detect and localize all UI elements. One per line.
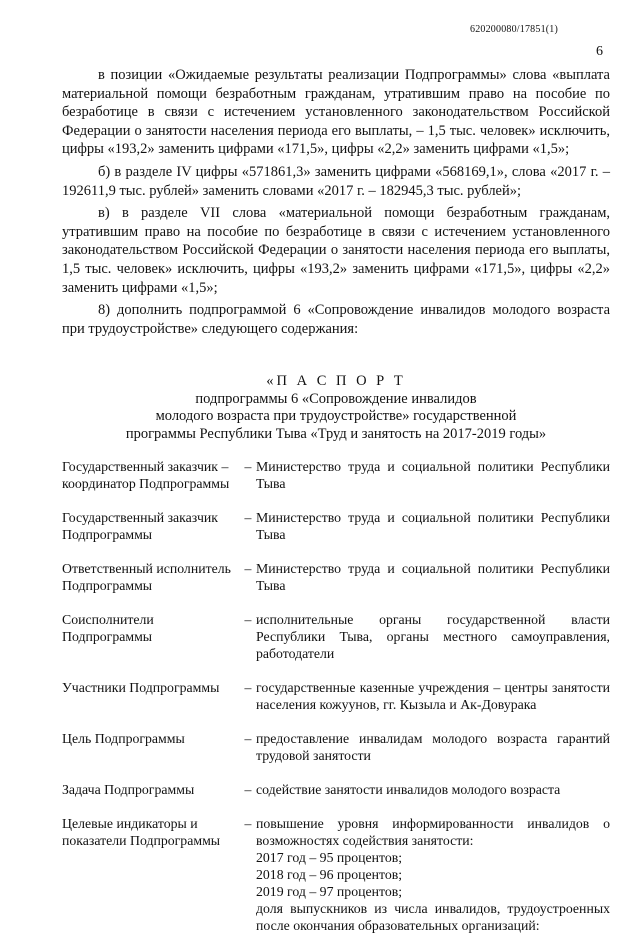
row-dash: – xyxy=(244,510,252,525)
row-dash: – xyxy=(244,816,252,831)
paragraph-section-iv: б) в разделе IV цифры «571861,3» заменить цифрами «568169,1», слова «2017 г. – 192611,9 тыс. рублей» заменить словами «2017 г. – 182945,3 тыс. рублей»; xyxy=(62,163,610,199)
table-row xyxy=(62,781,610,815)
passport-subtitle-line: молодого возраста при трудоустройстве» государственной xyxy=(155,408,517,424)
page-number: 6 xyxy=(596,44,603,59)
table-row xyxy=(62,509,610,560)
passport-subtitle-line: подпрограммы 6 «Сопровождение инвалидов xyxy=(195,390,477,407)
table-row xyxy=(62,560,610,611)
row-dash: – xyxy=(244,782,252,797)
row-label: Задача Подпрограммы xyxy=(62,782,195,797)
passport-heading: «П А С П О Р Т xyxy=(266,373,406,389)
row-value: содействие занятости инвалидов молодого возраста xyxy=(256,782,561,797)
row-label: Государственный заказчик Подпрограммы xyxy=(62,510,218,542)
row-dash: – xyxy=(244,561,252,576)
row-label: Государственный заказчик – координатор Подпрограммы xyxy=(62,459,230,491)
passport-title-block xyxy=(62,373,610,443)
row-value: исполнительные органы государственной власти Республики Тыва, органы местного самоуправления, работодатели xyxy=(256,612,610,661)
document-code: 620200080/17851(1) xyxy=(470,24,559,35)
row-value-multiline xyxy=(256,815,610,934)
row-label: Цель Подпрограммы xyxy=(62,731,185,746)
row-dash: – xyxy=(244,680,252,695)
indicator-line: 2017 год – 95 процентов; xyxy=(256,850,403,865)
table-row xyxy=(62,815,610,934)
indicator-line: доля выпускников из числа инвалидов, трудоустроенных после окончания образовательных организаций: xyxy=(256,901,610,933)
indicator-line: повышение уровня информированности инвалидов о возможностях содействия занятости: xyxy=(256,816,610,848)
paragraph-add-subprogram: 8) дополнить подпрограммой 6 «Сопровождение инвалидов молодого возраста при трудоустройстве» следующего содержания: xyxy=(62,302,610,337)
row-value: предоставление инвалидам молодого возраста гарантий трудовой занятости xyxy=(256,731,610,763)
row-dash: – xyxy=(244,459,252,474)
body-text xyxy=(62,66,610,342)
row-value: Министерство труда и социальной политики Республики Тыва xyxy=(256,510,610,542)
row-label: Участники Подпрограммы xyxy=(62,680,220,695)
passport-table xyxy=(62,458,610,934)
row-value: государственные казенные учреждения – центры занятости населения кожуунов, гг. Кызыла и Ак-Довурака xyxy=(256,680,610,712)
row-value: Министерство труда и социальной политики Республики Тыва xyxy=(256,561,610,593)
table-row xyxy=(62,611,610,679)
row-value: Министерство труда и социальной политики Республики Тыва xyxy=(256,459,610,491)
indicator-line: 2019 год – 97 процентов; xyxy=(256,884,403,899)
table-row xyxy=(62,679,610,730)
table-row xyxy=(62,458,610,509)
paragraph-expected-results: в позиции «Ожидаемые результаты реализации Подпрограммы» слова «выплата материальной помощи безработным гражданам, утратившим право на пособие по безработице в связи с истечением установленного законодательством Российской Федерации о занятости населения периода его выплаты, – 1,5 тыс. человек» исключить, цифры «193,2» заменить цифрами «171,5», цифры «2,2» заменить цифрами «1,5»; xyxy=(62,67,610,158)
row-label: Ответственный исполнитель Подпрограммы xyxy=(62,561,231,593)
paragraph-section-vii: в) в разделе VII слова «материальной помощи безработным гражданам, утратившим право на пособие по безработице в связи с истечением установленного законодательством Российской Федерации о занятости населения периода его выплаты, 1,5 тыс. человек» исключить, цифры «193,2» заменить цифрами «171,5», цифры «2,2» заменить цифрами «1,5»; xyxy=(62,205,610,296)
passport-subtitle-line: программы Республики Тыва «Труд и занятость на 2017-2019 годы» xyxy=(125,425,547,442)
indicator-line: 2018 год – 96 процентов; xyxy=(256,867,403,882)
row-dash: – xyxy=(244,612,252,627)
table-row xyxy=(62,730,610,781)
row-label: Соисполнители Подпрограммы xyxy=(62,612,154,644)
row-dash: – xyxy=(244,731,252,746)
row-label: Целевые индикаторы и показатели Подпрограммы xyxy=(62,816,221,848)
